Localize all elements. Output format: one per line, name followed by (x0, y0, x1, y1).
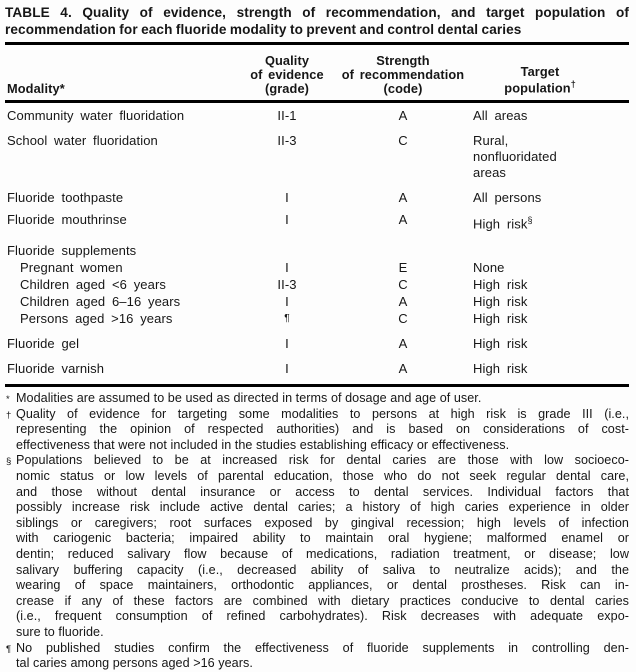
table-row (5, 336, 629, 352)
modality-cell: Pregnant women (20, 259, 123, 275)
header-quality: Quality of evidence (grade) (250, 53, 324, 96)
code-cell: A (398, 336, 408, 352)
grade-cell (241, 311, 333, 330)
modality-cell: Fluoride gel (7, 336, 80, 352)
modality-cell: Children aged <6 years (20, 276, 166, 292)
grade-cell: I (285, 293, 289, 309)
footnote-section: § Populations believed to be at increased risk for dental caries are those with low socioeco- nomic status or low levels of parental education, those who do not seek regular dental care, and those without dental insurance or access to dental services. Individual factors that possibly increase risk include active dental caries; a history of high caries experience in older siblings or caregivers; root surfaces exposed by gingival recession; high levels of infection with cariogenic bacteria; impaired ability to maintain oral hygiene; malformed enamel or dentin; reduced salivary flow because of medications, radiation treatment, or disease; low salivary buffering capacity (i.e., decreased ability of saliva to neutralize acids); and the wearing of space maintainers, orthodontic appliances, or dental prostheses. Risk can in- crease if any of these factors are combined with dietary practices conducive to dental caries (i.e., frequent consumption of refined carbohydrates). Risk decreases with adequate expo- sure to fluoride. (6, 453, 629, 639)
table-header-row (5, 45, 629, 98)
target-cell: High risk (473, 276, 528, 292)
grade-cell: II-3 (277, 276, 297, 292)
target-cell: All persons (473, 190, 542, 206)
section-footnote-mark: § (527, 215, 533, 226)
bottom-rule (5, 384, 629, 387)
target-cell: High risk§ (473, 215, 533, 232)
table-row (5, 190, 629, 206)
modality-cell: Fluoride varnish (7, 361, 105, 377)
section-footnote-mark: § (6, 456, 12, 468)
modality-cell: Community water fluoridation (7, 108, 185, 124)
table-row (5, 311, 629, 330)
code-cell: E (398, 259, 408, 275)
code-cell: A (398, 212, 408, 228)
modality-cell: School water fluoridation (7, 133, 158, 149)
code-cell: A (398, 190, 408, 206)
target-cell: None (473, 259, 505, 275)
table-row (5, 212, 629, 232)
table-row (5, 108, 629, 124)
pilcrow-footnote-mark: ¶ (6, 643, 12, 655)
pilcrow-footnote-mark: ¶ (284, 312, 290, 324)
modality-cell: Children aged 6–16 years (20, 293, 181, 309)
table-caption-line1: TABLE 4. Quality of evidence, strength of recommendation, and target population of (5, 5, 629, 20)
dagger-footnote-mark: † (570, 79, 576, 90)
table-caption (5, 5, 629, 38)
table-body (5, 103, 629, 381)
grade-cell: II-3 (277, 133, 297, 149)
table-row (5, 133, 629, 181)
target-cell: High risk (473, 310, 528, 326)
table-row (5, 260, 629, 276)
header-target: Target population† (504, 63, 576, 96)
target-cell: All areas (473, 108, 528, 124)
modality-cell: Fluoride toothpaste (7, 190, 124, 206)
code-cell: C (398, 276, 408, 292)
footnotes (5, 391, 629, 672)
grade-cell: I (285, 190, 289, 206)
header-strength: Strength of recommendation (code) (341, 53, 465, 96)
grade-cell: II-1 (277, 108, 297, 124)
code-cell: A (398, 108, 408, 124)
grade-cell: I (285, 361, 289, 377)
code-cell: A (398, 361, 408, 377)
code-cell: C (398, 310, 408, 326)
target-cell: Rural, nonfluoridated areas (473, 133, 557, 181)
footnote-asterisk: * Modalities are assumed to be used as directed in terms of dosage and age of user. (5, 391, 629, 407)
footnote-dagger: † Quality of evidence for targeting some modalities to persons at high risk is grade III (i.e., representing the opinion of respected authorities) and is based on considerations of cost- effectiveness that were not included in the studies establishing efficacy or effectiveness. (6, 406, 629, 452)
grade-cell: I (285, 259, 289, 275)
target-cell: High risk (473, 293, 528, 309)
modality-cell: Fluoride mouthrinse (7, 212, 127, 228)
grade-cell: I (285, 336, 289, 352)
footnote-pilcrow: ¶ No published studies confirm the effectiveness of fluoride supplements in controlling den- tal caries among persons aged >16 years. (6, 640, 629, 671)
modality-group-label: Fluoride supplements (7, 242, 137, 258)
grade-cell: I (285, 212, 289, 228)
code-cell: A (398, 293, 408, 309)
table-row (5, 361, 629, 377)
code-cell: C (398, 133, 408, 149)
table-group-row (5, 243, 629, 259)
target-cell: High risk (473, 336, 528, 352)
table-caption-line2: recommendation for each fluoride modality to prevent and control dental caries (5, 21, 522, 37)
asterisk-footnote-mark: * (6, 394, 10, 406)
table-row (5, 277, 629, 293)
table-row (5, 294, 629, 310)
target-cell: High risk (473, 361, 528, 377)
header-modality: Modality* (7, 80, 65, 96)
dagger-footnote-mark: † (6, 409, 12, 421)
modality-cell: Persons aged >16 years (20, 310, 173, 326)
